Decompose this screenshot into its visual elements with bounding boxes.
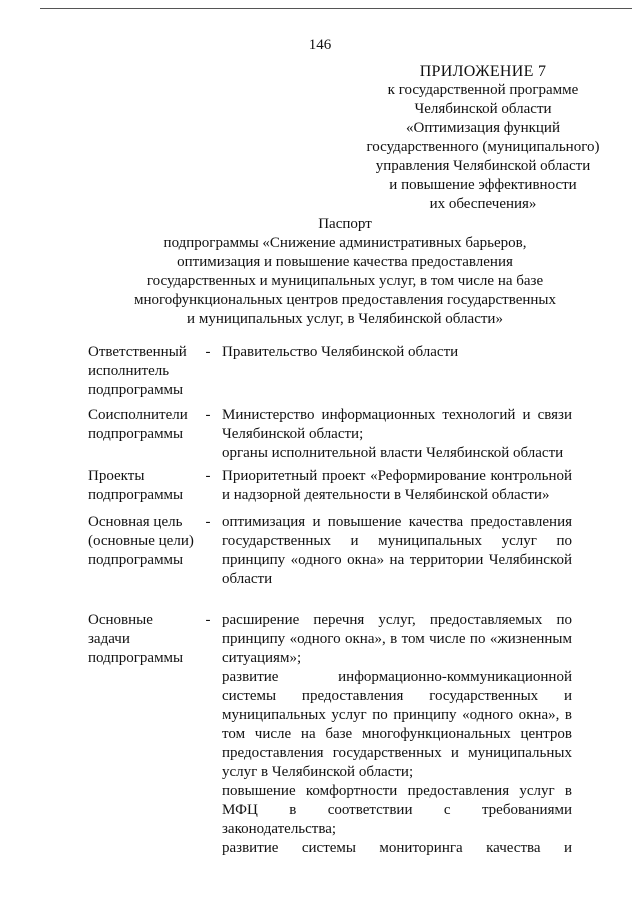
- row-label: [88, 467, 198, 505]
- row-label: [88, 611, 198, 668]
- row-label: [88, 513, 198, 570]
- row-label-line: подпрограммы: [88, 426, 184, 442]
- row-dash: -: [205, 468, 211, 484]
- passport-title-line: и муниципальных услуг, в Челябинской области»: [187, 311, 503, 327]
- row-content-line: области: [222, 571, 273, 587]
- row-content: [222, 611, 572, 858]
- row-content-line: предоставления государственных и муниципальных: [222, 745, 572, 761]
- row-content-line: органы исполнительной власти Челябинской области: [222, 445, 564, 461]
- row-content-line: государственных и муниципальных услуг по: [222, 533, 572, 549]
- row-dash: -: [205, 514, 211, 530]
- row-label-line: Проекты: [88, 468, 145, 484]
- row-content-line: повышение комфортности предоставления услуг в: [222, 783, 572, 799]
- row-label-line: Ответственный: [88, 344, 187, 360]
- row-content-line: Правительство Челябинской области: [222, 344, 459, 360]
- row-content-line: услуг в Челябинской области;: [222, 764, 414, 780]
- row-content-line: расширение перечня услуг, предоставляемых по: [222, 612, 572, 628]
- row-label-line: задачи: [88, 631, 130, 647]
- row-dash: -: [205, 407, 211, 423]
- appendix-line: к государственной программе: [387, 82, 579, 98]
- page-number: 146: [308, 37, 332, 53]
- row-label-line: Соисполнители: [88, 407, 188, 423]
- appendix-line: государственного (муниципального): [366, 139, 600, 155]
- passport-title-line: оптимизация и повышение качества предоставления: [177, 254, 513, 270]
- row-content-line: оптимизация и повышение качества предоставления: [222, 514, 572, 530]
- row-content-line: Приоритетный проект «Реформирование контрольной: [222, 468, 572, 484]
- row-label: [88, 406, 198, 444]
- row-content: [222, 406, 572, 463]
- passport-title-line: государственных и муниципальных услуг, в том числе на базе: [146, 273, 544, 289]
- row-content-line: и надзорной деятельности в Челябинской области»: [222, 487, 550, 503]
- row-content-line: ситуациям»;: [222, 650, 302, 666]
- row-label-line: (основные цели): [88, 533, 194, 549]
- row-content-line: развитие системы мониторинга качества и: [222, 840, 572, 856]
- row-label-line: подпрограммы: [88, 650, 184, 666]
- appendix-line: их обеспечения»: [429, 196, 537, 212]
- row-dash: -: [205, 344, 211, 360]
- passport-title-line: подпрограммы «Снижение административных барьеров,: [163, 235, 527, 251]
- row-content-line: принципу «одного окна» на территории Челябинской: [222, 552, 572, 568]
- row-label-line: подпрограммы: [88, 487, 184, 503]
- passport-heading: Паспорт: [318, 216, 372, 232]
- row-content-line: законодательства;: [222, 821, 337, 837]
- row-label-line: подпрограммы: [88, 382, 184, 398]
- row-content-line: МФЦ в соответствии с требованиями: [222, 802, 572, 818]
- row-content-line: том числе на базе многофункциональных центров: [222, 726, 572, 742]
- row-label-line: исполнитель: [88, 363, 170, 379]
- passport-title: [100, 215, 590, 329]
- row-content: [222, 467, 572, 505]
- row-dash: -: [205, 612, 211, 628]
- row-content-line: Министерство информационных технологий и связи: [222, 407, 572, 423]
- row-label-line: подпрограммы: [88, 552, 184, 568]
- row-label-line: Основные: [88, 612, 153, 628]
- row-label-line: Основная цель: [88, 514, 183, 530]
- appendix-line: Челябинской области: [414, 101, 552, 117]
- row-content-line: развитие информационно-коммуникационной: [222, 669, 572, 685]
- row-content: [222, 343, 572, 362]
- row-content-line: муниципальных услуг по принципу «одного окна», в: [222, 707, 572, 723]
- row-content-line: системы предоставления государственных и: [222, 688, 572, 704]
- row-label: [88, 343, 198, 400]
- appendix-line: «Оптимизация функций: [406, 120, 560, 136]
- passport-title-line: многофункциональных центров предоставления государственных: [133, 292, 557, 308]
- appendix-title: ПРИЛОЖЕНИЕ 7: [419, 63, 547, 80]
- row-content: [222, 513, 572, 589]
- appendix-line: управления Челябинской области: [375, 158, 591, 174]
- page-top-border: [40, 8, 632, 9]
- row-content-line: Челябинской области;: [222, 426, 364, 442]
- row-content-line: принципу «одного окна», в том числе по «жизненным: [222, 631, 572, 647]
- appendix-line: и повышение эффективности: [389, 177, 577, 193]
- appendix-block: [358, 62, 608, 214]
